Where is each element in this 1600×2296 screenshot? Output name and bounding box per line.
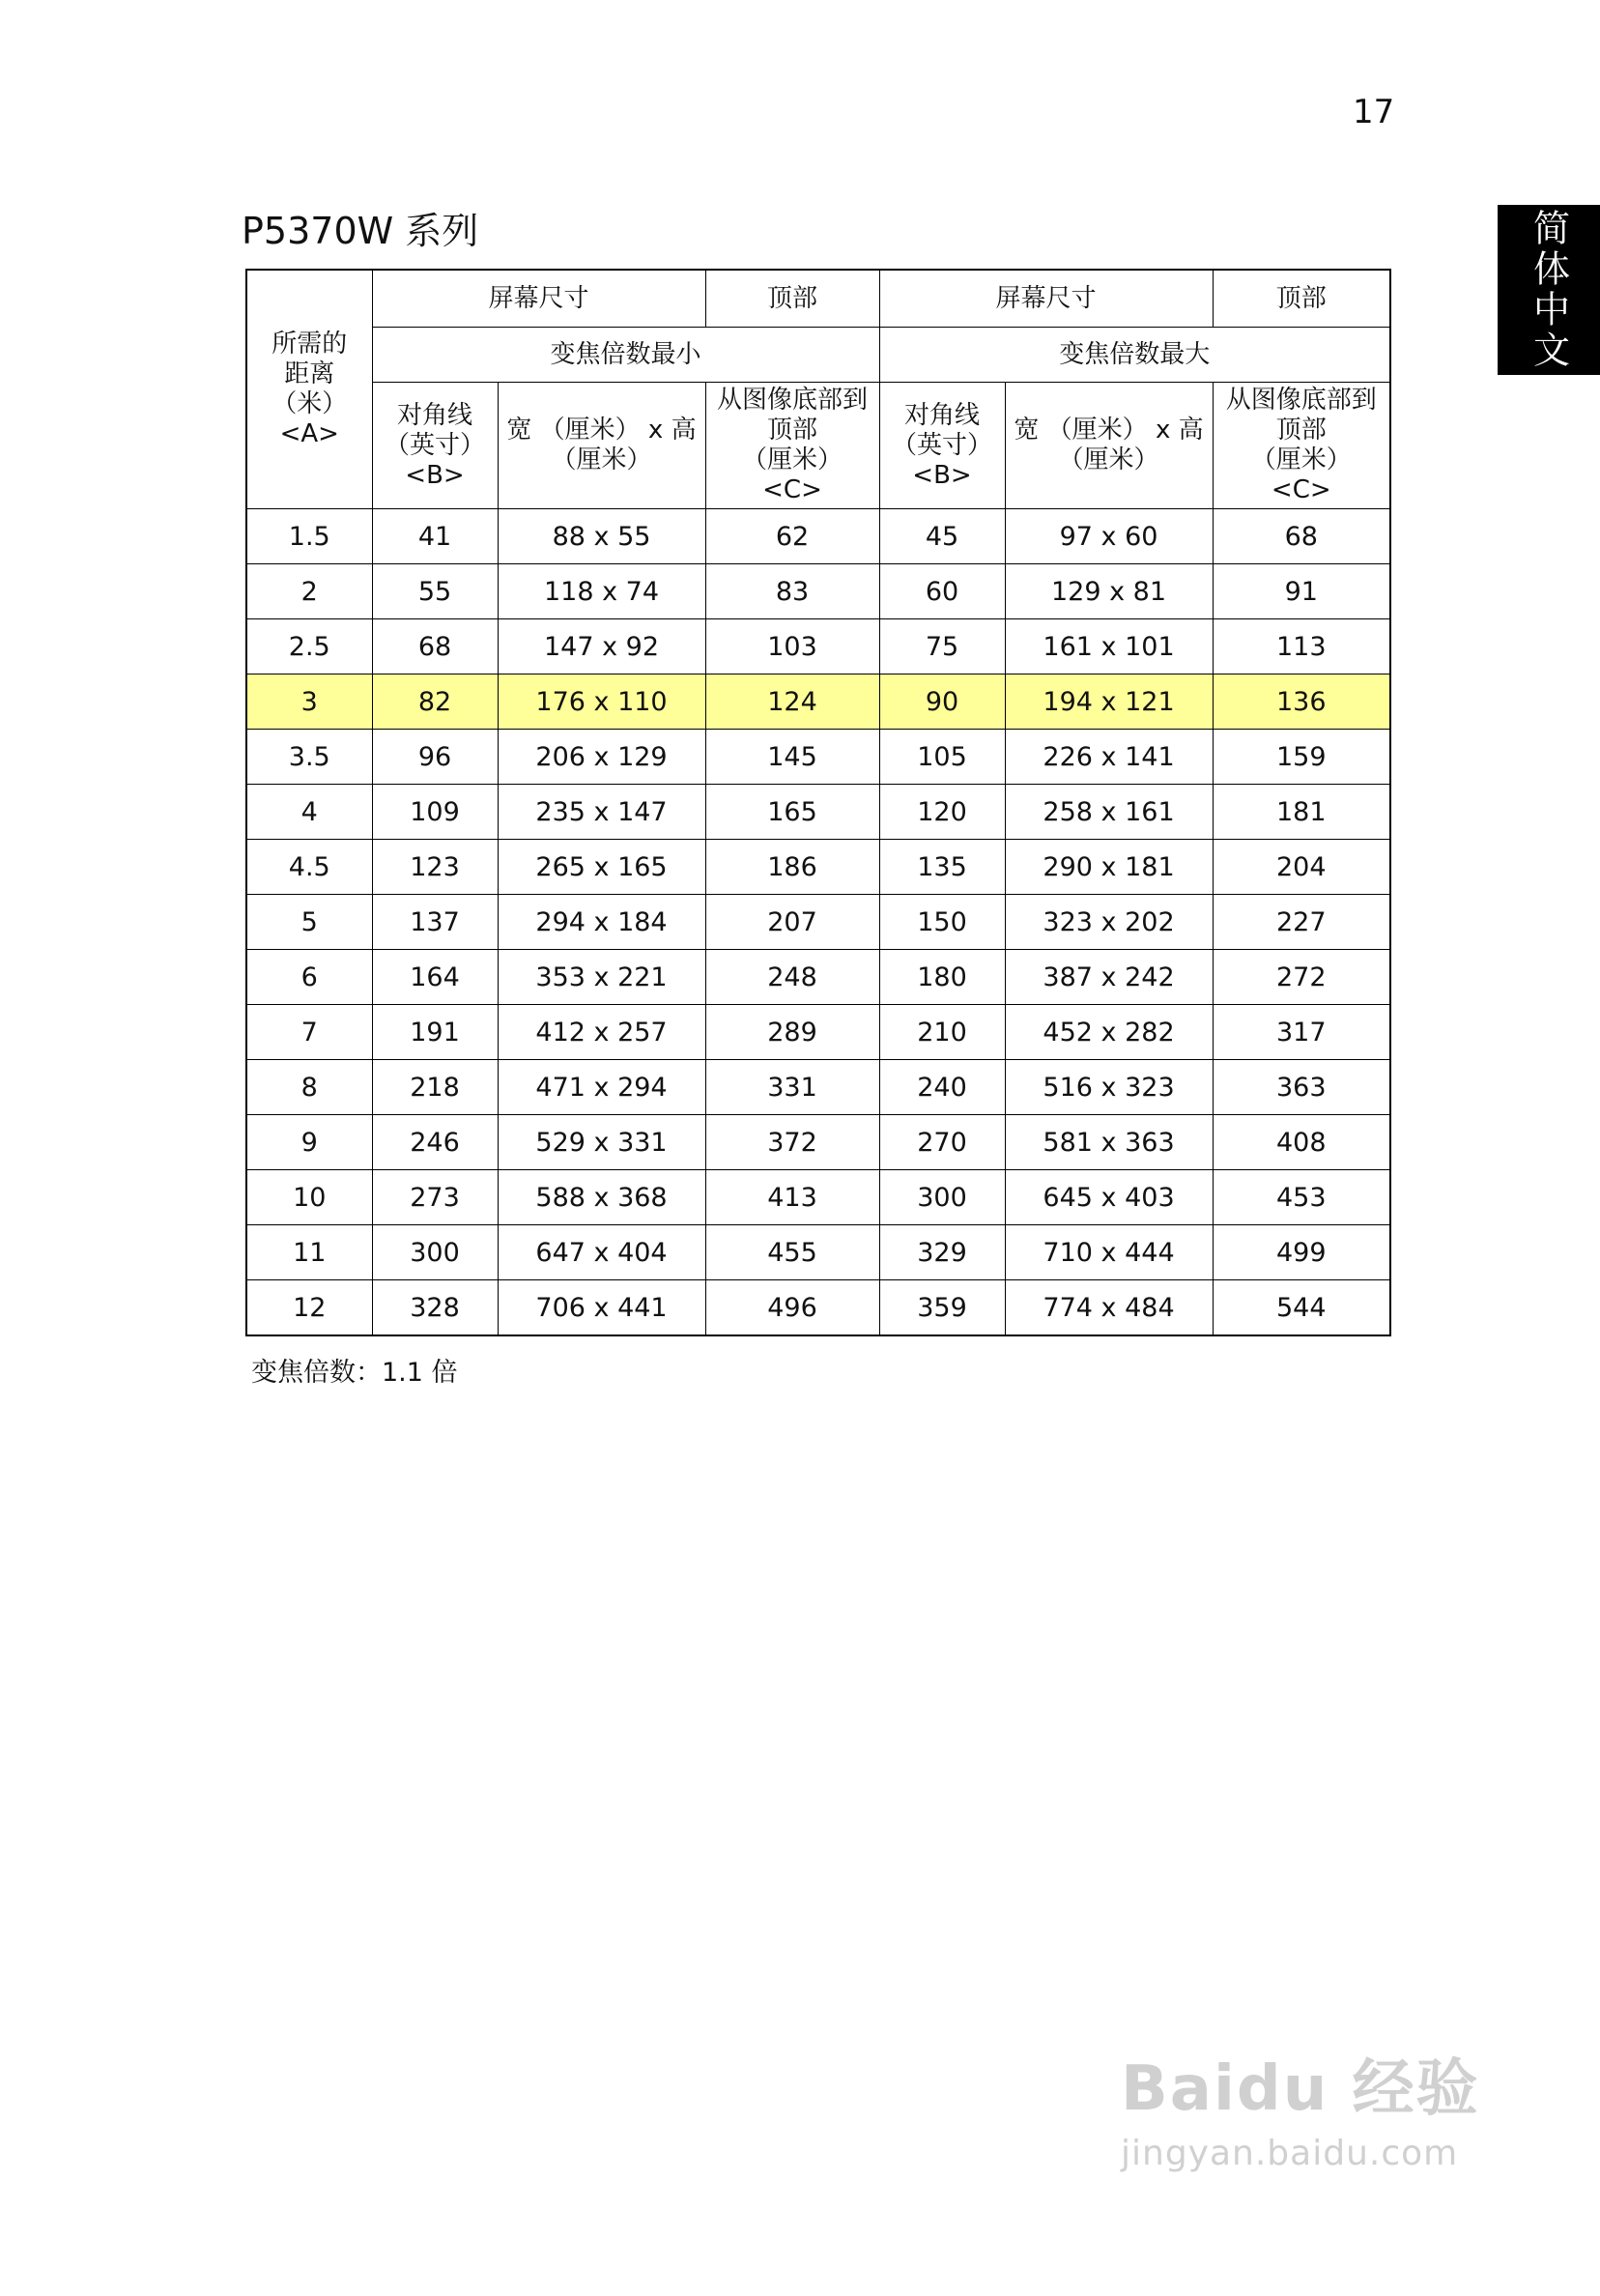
cell-top-max: 113 — [1213, 619, 1390, 674]
table-body — [246, 509, 1390, 1336]
cell-diagonal-min: 218 — [372, 1060, 498, 1115]
watermark-brand: Baidu 经验 — [1121, 2053, 1480, 2125]
cell-distance: 1.5 — [246, 509, 372, 564]
table-row — [246, 1170, 1390, 1225]
cell-top-min: 207 — [705, 895, 879, 950]
cell-top-max: 91 — [1213, 564, 1390, 619]
table-row — [246, 509, 1390, 564]
header-distance: 所需的 距离 （米） <A> — [246, 270, 372, 509]
cell-size-max: 774 x 484 — [1005, 1280, 1213, 1336]
cell-diagonal-max: 90 — [879, 674, 1005, 730]
table-row — [246, 785, 1390, 840]
cell-diagonal-min: 41 — [372, 509, 498, 564]
cell-diagonal-max: 105 — [879, 730, 1005, 785]
cell-top-min: 248 — [705, 950, 879, 1005]
cell-distance: 3 — [246, 674, 372, 730]
cell-size-min: 118 x 74 — [498, 564, 705, 619]
table-row — [246, 1225, 1390, 1280]
cell-size-min: 147 x 92 — [498, 619, 705, 674]
header-top-max: 顶部 — [1213, 270, 1390, 328]
table-row — [246, 1115, 1390, 1170]
cell-top-max: 317 — [1213, 1005, 1390, 1060]
cell-diagonal-max: 240 — [879, 1060, 1005, 1115]
cell-distance: 10 — [246, 1170, 372, 1225]
cell-top-max: 204 — [1213, 840, 1390, 895]
cell-top-max: 499 — [1213, 1225, 1390, 1280]
cell-size-max: 161 x 101 — [1005, 619, 1213, 674]
cell-distance: 6 — [246, 950, 372, 1005]
cell-diagonal-min: 328 — [372, 1280, 498, 1336]
cell-size-max: 323 x 202 — [1005, 895, 1213, 950]
cell-size-max: 452 x 282 — [1005, 1005, 1213, 1060]
cell-size-min: 647 x 404 — [498, 1225, 705, 1280]
cell-top-min: 413 — [705, 1170, 879, 1225]
cell-diagonal-min: 273 — [372, 1170, 498, 1225]
cell-top-min: 289 — [705, 1005, 879, 1060]
cell-top-min: 103 — [705, 619, 879, 674]
language-side-tab — [1498, 205, 1600, 375]
cell-diagonal-max: 210 — [879, 1005, 1005, 1060]
cell-diagonal-min: 55 — [372, 564, 498, 619]
header-width-min-label: 宽 （厘米） x 高 — [506, 416, 697, 445]
cell-size-max: 387 x 242 — [1005, 950, 1213, 1005]
header-screen-size-min: 屏幕尺寸 — [372, 270, 705, 328]
cell-top-min: 83 — [705, 564, 879, 619]
cell-size-min: 471 x 294 — [498, 1060, 705, 1115]
table-row — [246, 840, 1390, 895]
cell-size-min: 412 x 257 — [498, 1005, 705, 1060]
cell-diagonal-max: 135 — [879, 840, 1005, 895]
cell-top-max: 363 — [1213, 1060, 1390, 1115]
cell-diagonal-max: 150 — [879, 895, 1005, 950]
cell-diagonal-min: 96 — [372, 730, 498, 785]
cell-diagonal-max: 180 — [879, 950, 1005, 1005]
cell-diagonal-min: 300 — [372, 1225, 498, 1280]
cell-diagonal-min: 68 — [372, 619, 498, 674]
header-zoom-min: 变焦倍数最小 — [372, 328, 879, 383]
page-number: 17 — [1353, 93, 1395, 131]
cell-top-min: 455 — [705, 1225, 879, 1280]
cell-top-min: 124 — [705, 674, 879, 730]
cell-top-max: 159 — [1213, 730, 1390, 785]
header-diagonal-max: 对角线 （英寸） <B> — [879, 383, 1005, 509]
header-top-min: 顶部 — [705, 270, 879, 328]
cell-diagonal-min: 191 — [372, 1005, 498, 1060]
cell-distance: 8 — [246, 1060, 372, 1115]
cell-size-min: 706 x 441 — [498, 1280, 705, 1336]
cell-diagonal-min: 109 — [372, 785, 498, 840]
cell-size-max: 290 x 181 — [1005, 840, 1213, 895]
cell-distance: 7 — [246, 1005, 372, 1060]
cell-top-max: 272 — [1213, 950, 1390, 1005]
cell-top-min: 145 — [705, 730, 879, 785]
cell-size-min: 353 x 221 — [498, 950, 705, 1005]
table-row — [246, 1005, 1390, 1060]
cell-size-min: 588 x 368 — [498, 1170, 705, 1225]
cell-top-max: 68 — [1213, 509, 1390, 564]
cell-distance: 3.5 — [246, 730, 372, 785]
section-title: P5370W 系列 — [242, 210, 479, 252]
cell-size-min: 235 x 147 — [498, 785, 705, 840]
cell-top-min: 372 — [705, 1115, 879, 1170]
zoom-ratio-footnote: 变焦倍数：1.1 倍 — [251, 1358, 458, 1388]
header-width-max-unit: （厘米） — [1058, 445, 1159, 474]
watermark-url: jingyan.baidu.com — [1121, 2134, 1459, 2173]
cell-top-max: 544 — [1213, 1280, 1390, 1336]
cell-size-max: 129 x 81 — [1005, 564, 1213, 619]
cell-diagonal-max: 359 — [879, 1280, 1005, 1336]
cell-top-min: 62 — [705, 509, 879, 564]
cell-top-max: 136 — [1213, 674, 1390, 730]
cell-distance: 12 — [246, 1280, 372, 1336]
cell-size-max: 226 x 141 — [1005, 730, 1213, 785]
cell-size-min: 529 x 331 — [498, 1115, 705, 1170]
table-row — [246, 950, 1390, 1005]
table-row — [246, 1280, 1390, 1336]
cell-distance: 9 — [246, 1115, 372, 1170]
projection-distance-table — [245, 269, 1391, 1336]
table-row — [246, 895, 1390, 950]
header-width-height-min — [498, 383, 705, 509]
cell-diagonal-min: 82 — [372, 674, 498, 730]
cell-distance: 2.5 — [246, 619, 372, 674]
cell-distance: 4 — [246, 785, 372, 840]
baidu-watermark — [1121, 2039, 1480, 2173]
side-tab-label: 简体中文 — [1527, 209, 1570, 371]
header-width-height-max — [1005, 383, 1213, 509]
cell-diagonal-max: 300 — [879, 1170, 1005, 1225]
header-bottom-to-top-max: 从图像底部到 顶部 （厘米） <C> — [1213, 383, 1390, 509]
cell-top-max: 227 — [1213, 895, 1390, 950]
cell-diagonal-min: 246 — [372, 1115, 498, 1170]
cell-top-max: 181 — [1213, 785, 1390, 840]
cell-size-max: 516 x 323 — [1005, 1060, 1213, 1115]
table-row — [246, 730, 1390, 785]
header-zoom-max: 变焦倍数最大 — [879, 328, 1390, 383]
cell-diagonal-max: 60 — [879, 564, 1005, 619]
cell-diagonal-min: 123 — [372, 840, 498, 895]
cell-top-min: 331 — [705, 1060, 879, 1115]
cell-diagonal-max: 270 — [879, 1115, 1005, 1170]
header-width-min-unit: （厘米） — [551, 445, 652, 474]
cell-top-min: 186 — [705, 840, 879, 895]
cell-size-max: 258 x 161 — [1005, 785, 1213, 840]
cell-size-min: 294 x 184 — [498, 895, 705, 950]
cell-size-max: 194 x 121 — [1005, 674, 1213, 730]
header-width-max-label: 宽 （厘米） x 高 — [1014, 416, 1204, 445]
cell-distance: 11 — [246, 1225, 372, 1280]
cell-diagonal-min: 137 — [372, 895, 498, 950]
cell-top-min: 165 — [705, 785, 879, 840]
cell-diagonal-max: 120 — [879, 785, 1005, 840]
cell-top-max: 453 — [1213, 1170, 1390, 1225]
cell-size-min: 88 x 55 — [498, 509, 705, 564]
header-bottom-to-top-min: 从图像底部到 顶部 （厘米） <C> — [705, 383, 879, 509]
cell-size-max: 581 x 363 — [1005, 1115, 1213, 1170]
cell-diagonal-max: 45 — [879, 509, 1005, 564]
table-row — [246, 1060, 1390, 1115]
cell-size-max: 710 x 444 — [1005, 1225, 1213, 1280]
cell-size-min: 176 x 110 — [498, 674, 705, 730]
cell-top-max: 408 — [1213, 1115, 1390, 1170]
cell-distance: 2 — [246, 564, 372, 619]
cell-diagonal-max: 329 — [879, 1225, 1005, 1280]
cell-diagonal-max: 75 — [879, 619, 1005, 674]
cell-diagonal-min: 164 — [372, 950, 498, 1005]
table-row — [246, 674, 1390, 730]
table-row — [246, 619, 1390, 674]
cell-top-min: 496 — [705, 1280, 879, 1336]
cell-size-min: 206 x 129 — [498, 730, 705, 785]
header-screen-size-max: 屏幕尺寸 — [879, 270, 1213, 328]
cell-size-min: 265 x 165 — [498, 840, 705, 895]
cell-size-max: 97 x 60 — [1005, 509, 1213, 564]
cell-distance: 5 — [246, 895, 372, 950]
header-diagonal-min: 对角线 （英寸） <B> — [372, 383, 498, 509]
table-row — [246, 564, 1390, 619]
cell-distance: 4.5 — [246, 840, 372, 895]
cell-size-max: 645 x 403 — [1005, 1170, 1213, 1225]
